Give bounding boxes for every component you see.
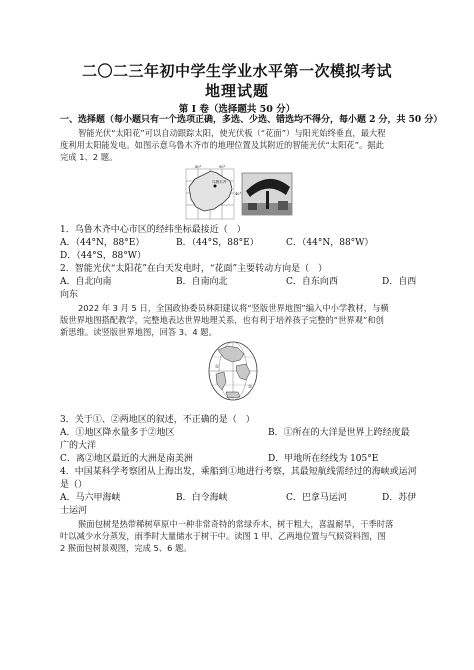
intro2-line2: 版世界地图搭配教学，完整地表达世界地理关系，也有利于培养孩子完整的“世界观”和创 (60, 315, 384, 325)
q1-option-b: B．（44°S，88°E） (176, 238, 259, 248)
q3-option-d: D．甲地所在经线为 105°E (268, 454, 379, 464)
q4-option-b: B．白令海峡 (176, 493, 228, 503)
q1-option-a: A．（44°N，88°E） (60, 238, 145, 248)
q3-option-c: C．离②地区最近的大洲是南美洲 (60, 454, 193, 464)
exam-title: 二〇二三年初中学生学业水平第一次模拟考试 (81, 62, 392, 80)
marker-1: ① (215, 365, 220, 370)
q3-option-a: A．①地区降水量多于②地区 (60, 428, 175, 438)
figure-vertical-world-map (204, 340, 262, 402)
q2-stem: 2．智能光伏“太阳花”在白天发电时，“花面”主要转动方向是（ ） (60, 264, 328, 274)
q4-option-a: A．马六甲海峡 (60, 493, 121, 503)
q4-option-d: D．苏伊 (382, 493, 417, 503)
q1-stem: 1．乌鲁木齐中心市区的经纬坐标最接近（ ） (60, 225, 246, 235)
q2-option-b: B．自南向北 (176, 277, 228, 287)
marker-2: ② (248, 385, 253, 390)
section-heading: 一、选择题（每小题只有一个选项正确，多选、少选、错选均不得分，每小题 2 分，共 50 分） (60, 115, 443, 125)
exam-subject: 地理试题 (204, 82, 269, 100)
intro1-line1: 智能光伏“太阳花”可以自动跟踪太阳，使光伏板（“花面”）与阳光始终垂直，最大程 (78, 128, 386, 138)
solar-flower-photo (242, 173, 292, 215)
tick-label-90: 90° (219, 165, 226, 169)
q3-option-b-wrap: 广的大洋 (60, 441, 97, 451)
intro3-line3: 2 猴面包树景观图，完成 5、6 题。 (60, 543, 192, 553)
q2-option-c: C．自东向西 (286, 277, 338, 287)
q4-stem-wrap: 是（） (60, 480, 88, 490)
q4-stem: 4．中国某科学考察团从上海出发，乘船到①地进行考察，其最短航线需经过的海峡或运河 (60, 467, 417, 477)
intro1-line3: 完成 1、2 题。 (60, 152, 118, 162)
q2-option-d: D．自西 (382, 277, 417, 287)
volume-heading: 第 I 卷（选择题共 50 分） (178, 104, 296, 115)
intro3-line2: 叶以减少水分蒸发，雨季时大量储水于树干中。读图 1 甲、乙两地位置与气候资料图，图 (60, 531, 386, 541)
urumqi-city-marker (214, 185, 217, 188)
q2-option-a: A．自北向南 (60, 277, 112, 287)
q1-option-d: D．（44°S，88°W） (60, 251, 147, 261)
intro2-line3: 新思维。读竖版世界地图，回答 3、4 题。 (60, 327, 217, 337)
q2-option-d-wrap: 向东 (60, 290, 79, 300)
q4-option-d-wrap: 士运河 (60, 506, 88, 516)
tick-label-80: 80° (195, 165, 202, 169)
intro1-line2: 度利用太阳能发电。如图示意乌鲁木齐市的地理位置及其附近的智能光伏“太阳花”。据此 (60, 140, 384, 150)
q3-stem: 3．关于①、②两地区的叙述，不正确的是（ ） (60, 415, 255, 425)
q4-option-c: C．巴拿马运河 (286, 493, 347, 503)
intro3-line1: 猴面包树是热带稀树草原中一种非常奇特的常绿乔木，树干粗大，喜温耐旱，干季时落 (78, 519, 394, 529)
urumqi-map (186, 165, 242, 219)
q1-option-c: C．（44°N，88°W） (286, 238, 374, 248)
city-label: 乌鲁木齐 (212, 180, 227, 184)
q3-option-b: B．①所在的大洋是世界上跨经度最 (268, 428, 410, 438)
intro2-line1: 2022 年 3 月 5 日，全国政协委员林阳建议将“竖版世界地图”编入中小学教材，与横 (78, 303, 389, 313)
figure-urumqi-map-and-photo (182, 163, 294, 223)
lat-label-40: 40° (235, 192, 242, 196)
